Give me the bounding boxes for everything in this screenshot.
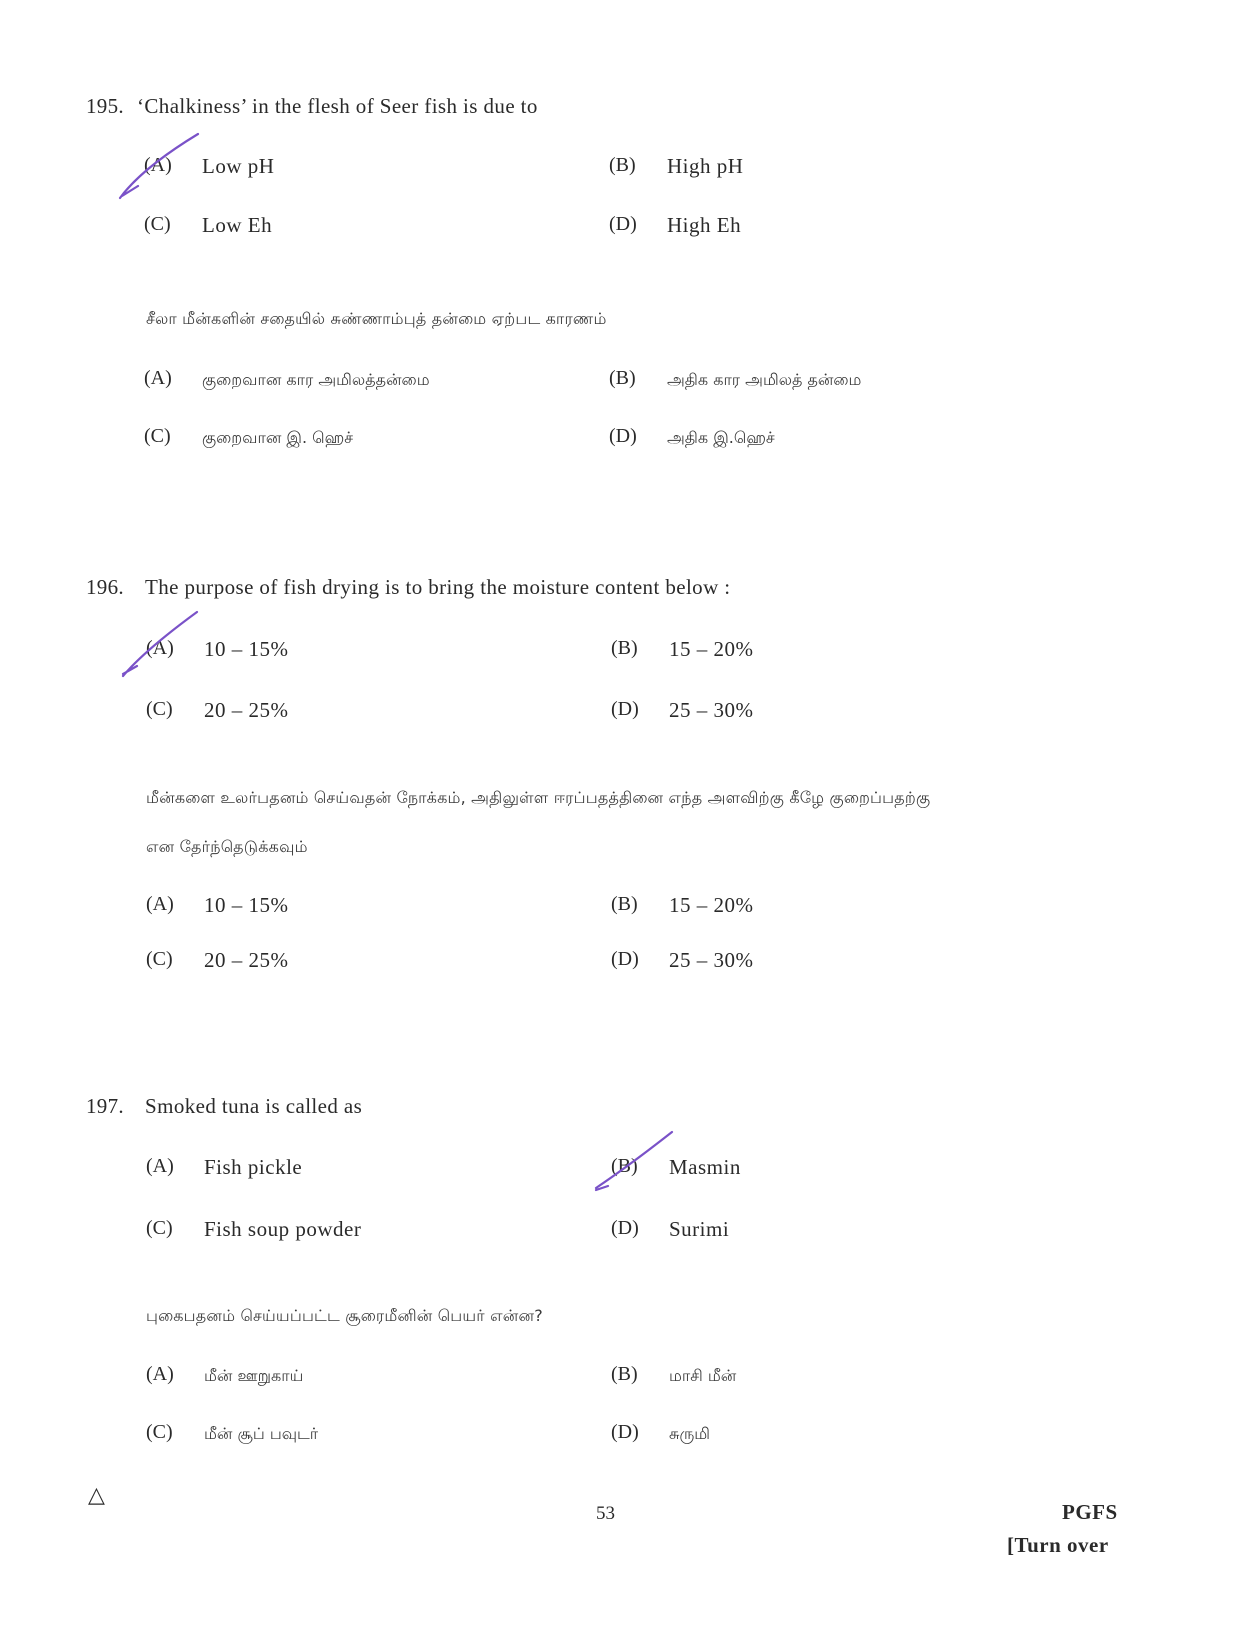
q195-option-d-text: High Eh (667, 213, 742, 237)
q195-option-a-text: Low pH (202, 154, 275, 178)
q197-tamil-text: புகைபதனம் செய்யப்பட்ட சூரைமீனின் பெயர் என்ன? (146, 1306, 543, 1325)
q195-ta-option-d-letter: (D) (609, 425, 637, 447)
q197-option-d-text: Surimi (669, 1217, 730, 1241)
q196-option-b-text: 15 – 20% (669, 637, 754, 661)
q197-ta-option-d-letter: (D) (611, 1421, 639, 1443)
question-197-number: 197. (86, 1094, 124, 1118)
q197-option-c-letter: (C) (146, 1217, 173, 1239)
q196-ta-option-c-text: 20 – 25% (204, 948, 289, 972)
q197-option-b-text: Masmin (669, 1155, 741, 1179)
q195-option-a-letter: (A) (144, 154, 172, 176)
q196-option-c-text: 20 – 25% (204, 698, 289, 722)
q196-ta-option-c-letter: (C) (146, 948, 173, 970)
q197-ta-option-c-letter: (C) (146, 1421, 173, 1443)
q197-option-a-letter: (A) (146, 1155, 174, 1177)
q197-ta-option-b-letter: (B) (611, 1363, 638, 1385)
paper-code: PGFS (1062, 1500, 1118, 1524)
q196-option-d-letter: (D) (611, 698, 639, 720)
q196-ta-option-d-text: 25 – 30% (669, 948, 754, 972)
q196-option-c-letter: (C) (146, 698, 173, 720)
q197-ta-option-b-text: மாசி மீன் (669, 1366, 737, 1385)
q196-tamil-text-line1: மீன்களை உலர்பதனம் செய்வதன் நோக்கம், அதிலுள்ள ஈரப்பதத்தினை எந்த அளவிற்கு கீழே குறைப்பதற்கு (146, 788, 931, 807)
q197-option-c-text: Fish soup powder (204, 1217, 362, 1241)
q196-option-a-text: 10 – 15% (204, 637, 289, 661)
q197-option-a-text: Fish pickle (204, 1155, 303, 1179)
q196-ta-option-a-text: 10 – 15% (204, 893, 289, 917)
q195-ta-option-b-letter: (B) (609, 367, 636, 389)
q197-ta-option-d-text: சுருமி (669, 1424, 711, 1443)
q197-ta-option-a-text: மீன் ஊறுகாய் (204, 1366, 304, 1385)
q196-tamil-text-line2: என தேர்ந்தெடுக்கவும் (146, 837, 308, 856)
q195-option-b-text: High pH (667, 154, 744, 178)
q196-ta-option-b-letter: (B) (611, 893, 638, 915)
q195-option-c-letter: (C) (144, 213, 171, 235)
q196-option-a-letter: (A) (146, 637, 174, 659)
q197-ta-option-a-letter: (A) (146, 1363, 174, 1385)
question-197-text: Smoked tuna is called as (145, 1094, 363, 1118)
q197-option-b-letter: (B) (611, 1155, 638, 1177)
q195-ta-option-c-letter: (C) (144, 425, 171, 447)
q195-option-c-text: Low Eh (202, 213, 273, 237)
q195-ta-option-a-letter: (A) (144, 367, 172, 389)
q196-ta-option-a-letter: (A) (146, 893, 174, 915)
q195-option-b-letter: (B) (609, 154, 636, 176)
q196-option-b-letter: (B) (611, 637, 638, 659)
q195-ta-option-c-text: குறைவான இ. ஹெச் (202, 428, 354, 447)
q196-ta-option-b-text: 15 – 20% (669, 893, 754, 917)
q195-ta-option-b-text: அதிக கார அமிலத் தன்மை (667, 370, 862, 389)
question-195-text: ‘Chalkiness’ in the flesh of Seer fish is due to (137, 94, 538, 118)
triangle-symbol-icon: △ (88, 1482, 105, 1507)
page-number: 53 (596, 1503, 615, 1524)
q196-option-d-text: 25 – 30% (669, 698, 754, 722)
question-196-number: 196. (86, 575, 124, 599)
q195-ta-option-a-text: குறைவான கார அமிலத்தன்மை (202, 370, 430, 389)
q197-ta-option-c-text: மீன் சூப் பவுடர் (204, 1424, 319, 1443)
q196-ta-option-d-letter: (D) (611, 948, 639, 970)
turn-over-label: [Turn over (1007, 1533, 1109, 1557)
q195-ta-option-d-text: அதிக இ.ஹெச் (667, 428, 775, 447)
question-195-number: 195. (86, 94, 124, 118)
q195-option-d-letter: (D) (609, 213, 637, 235)
q197-option-d-letter: (D) (611, 1217, 639, 1239)
question-196-text: The purpose of fish drying is to bring the moisture content below : (145, 575, 731, 599)
q195-tamil-text: சீலா மீன்களின் சதையில் சுண்ணாம்புத் தன்மை ஏற்பட காரணம் (146, 309, 607, 328)
